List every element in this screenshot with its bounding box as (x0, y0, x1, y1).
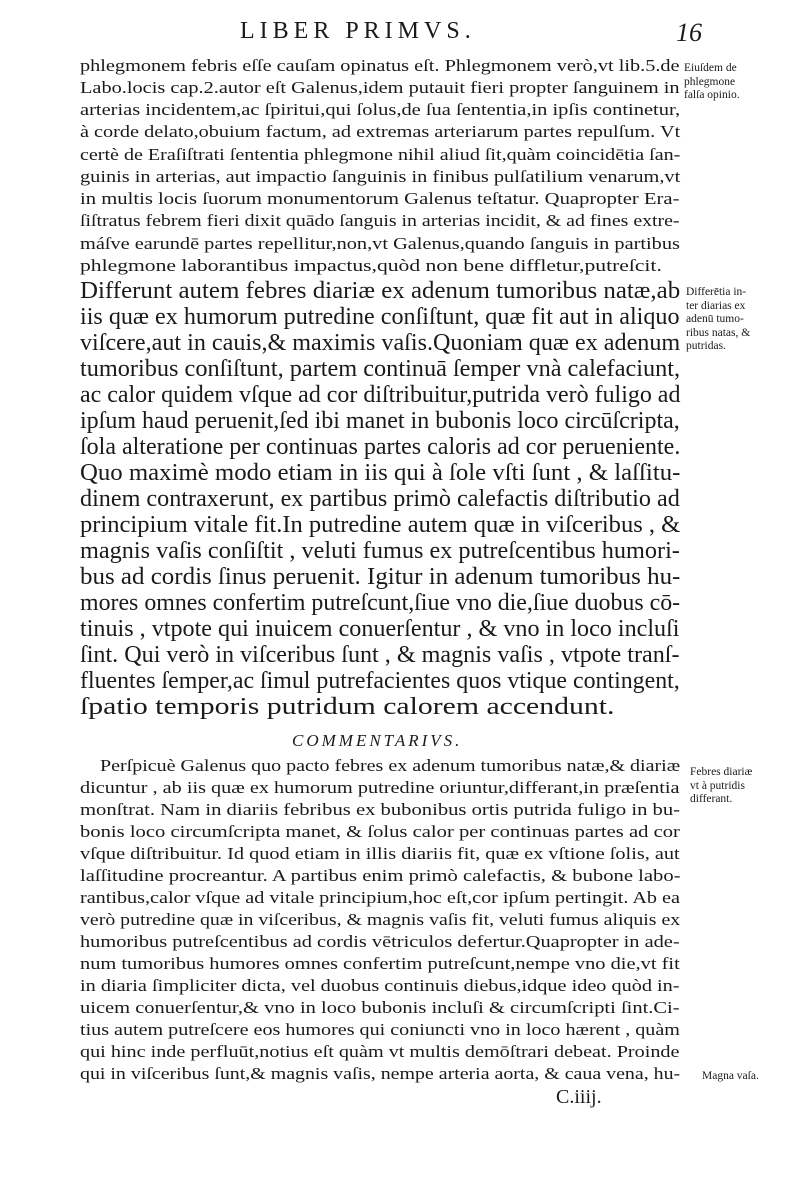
text-line: laſſitudine procreantur. A partibus enim primò calefactis, & bubone labo- (80, 866, 681, 885)
text-line: monſtrat. Nam in diariis febribus ex bubonibus ortis putrida fuligo in bu- (80, 800, 681, 819)
text-line: magnis vaſis conſiſtit , veluti fumus ex putreſcentibus humori- (80, 538, 680, 564)
margin-note: Eiuſdem de phlegmone falſa opinio. (684, 62, 740, 101)
text-line: ſiſtratus febrem fieri dixit quādo ſanguis in arterias incidit, & ad fines extre- (80, 211, 680, 230)
text-line: phlegmonem febris eſſe cauſam opinatus eſt. Phlegmonem verò,vt lib.5.de (80, 56, 680, 75)
text-line: ac calor quidem vſque ad cor diſtribuitur,putrida verò fuligo ad (80, 382, 681, 408)
signature-mark: C.iiij. (556, 1086, 602, 1108)
text-line: dicuntur , ab iis quæ ex humorum putredine oriuntur,differant,in præſentia (80, 778, 680, 797)
text-line: bus ad cordis ſinus peruenit. Igitur in adenum tumoribus hu- (80, 564, 681, 590)
text-line: ipſum haud peruenit,ſed ibi manet in bubonis loco circūſcripta, (80, 408, 680, 434)
text-line: Perſpicuè Galenus quo pacto febres ex adenum tumoribus natæ,& diariæ (100, 756, 681, 775)
text-line: rantibus,calor vſque ad vitale principium,hoc eſt,cor ipſum pertingit. Ab ea (80, 888, 680, 907)
text-line: ſola alteratione per continuas partes caloris ad cor peruenientе. (80, 434, 681, 460)
text-line: num tumoribus humores omnes confertim putreſcunt,nempe vno die,vt fit (80, 954, 680, 973)
text-line: qui hinc inde perfluūt,notius eſt quàm vt multis demōſtrari debeat. Proinde (80, 1042, 680, 1061)
margin-note: Differētia in- ter diarias ex adenū tumo- ribus natas, & putridas. (686, 286, 751, 352)
text-line: vſque diſtribuitur. Id quod etiam in illis diariis fit, quæ ex vſtione ſolis, aut (80, 844, 680, 863)
text-line: arterias incidentem,ac ſpiritui,qui ſolus,de ſua ſententia,in ipſis continetur, (80, 100, 681, 119)
text-line: Labo.locis cap.2.autor eſt Galenus,idem putauit fieri propter ſanguinem in (80, 78, 680, 97)
text-line: Differunt autem febres diariæ ex adenum tumoribus natæ,ab (80, 278, 681, 304)
text-line: mores omnes confertim putreſcunt,ſiue vno die,ſiue duobus cō- (80, 590, 681, 616)
text-line: phlegmone laborantibus impactus,quòd non bene diffletur,putreſcit. (80, 256, 662, 275)
text-line: Quo maximè modo etiam in iis qui à ſole vſti ſunt , & laſſitu- (80, 460, 681, 486)
running-title: LIBER PRIMVS. (240, 18, 476, 44)
text-line: viſcere,aut in cauis,& maximis vaſis.Quoniam quæ ex adenum (80, 330, 681, 356)
text-line: tius autem putreſcere eos humores qui coniuncti vno in loco hærent , quàm (80, 1020, 680, 1039)
text-line: guinis in arterias, aut impactio ſanguinis in finibus pulſatilium venarum,vt (80, 167, 681, 186)
text-line: dinem contraxerunt, ex partibus primò calefactis diſtributio ad (80, 486, 680, 512)
text-line: verò putredine quæ in viſceribus, & magnis vaſis fit, veluti fumus aliquis ex (80, 910, 681, 929)
text-line: certè de Eraſiſtrati ſententia phlegmone nihil aliud ſit,quàm coincidētia ſan- (80, 145, 681, 164)
margin-note: Febres diariæ vt à putridis differant. (690, 766, 753, 805)
text-line: uicem conuerſentur,& vno in loco bubonis incluſi & circumſcripti ſint.Ci- (80, 998, 680, 1017)
text-line: ſpatio temporis putridum calorem accendunt. (80, 694, 615, 720)
text-line: tumoribus conſiſtunt, partem continuā ſemper vnà calefaciunt, (80, 356, 681, 382)
commentary-heading: COMMENTARIVS. (292, 731, 463, 750)
text-line: iis quæ ex humorum putredine conſiſtunt, quæ fit aut in aliquo (80, 304, 680, 330)
text-line: ſint. Qui verò in viſceribus ſunt , & magnis vaſis , vtpote tranſ- (80, 642, 680, 668)
text-line: bonis loco circumſcripta manet, & ſolus calor per continuas partes ad cor (80, 822, 680, 841)
text-line: máſve earundē partes repellitur,non,vt Galenus,quando ſanguis in partibus (80, 234, 680, 253)
text-line: principium vitale fit.In putredine autem quæ in viſceribus , & (80, 512, 681, 538)
page-header (0, 14, 800, 50)
text-line: à corde delato,obuium factum, ad extremas arteriarum partes repulſum. Vt (80, 122, 681, 141)
text-line: in diaria ſimpliciter dicta, vel duobus continuis diebus,idque ideo quòd in- (80, 976, 680, 995)
text-line: fluentes ſemper,ac ſimul putrefacientes quos vtique contingent, (80, 668, 680, 694)
margin-note: Magna vaſa. (702, 1070, 759, 1082)
page-number: 16 (676, 18, 702, 47)
text-line: humoribus putreſcentibus ad cordis vētriculos defertur.Quapropter in ade- (80, 932, 680, 951)
text-line: qui in viſceribus ſunt,& magnis vaſis, nempe arteria aorta, & caua vena, hu- (80, 1064, 681, 1083)
text-line: in multis locis ſuorum monumentorum Galenus teſtatur. Quapropter Era- (80, 189, 680, 208)
text-line: tinuis , vtpote qui inuicem conuerſentur , & vno in loco incluſi (80, 616, 680, 642)
